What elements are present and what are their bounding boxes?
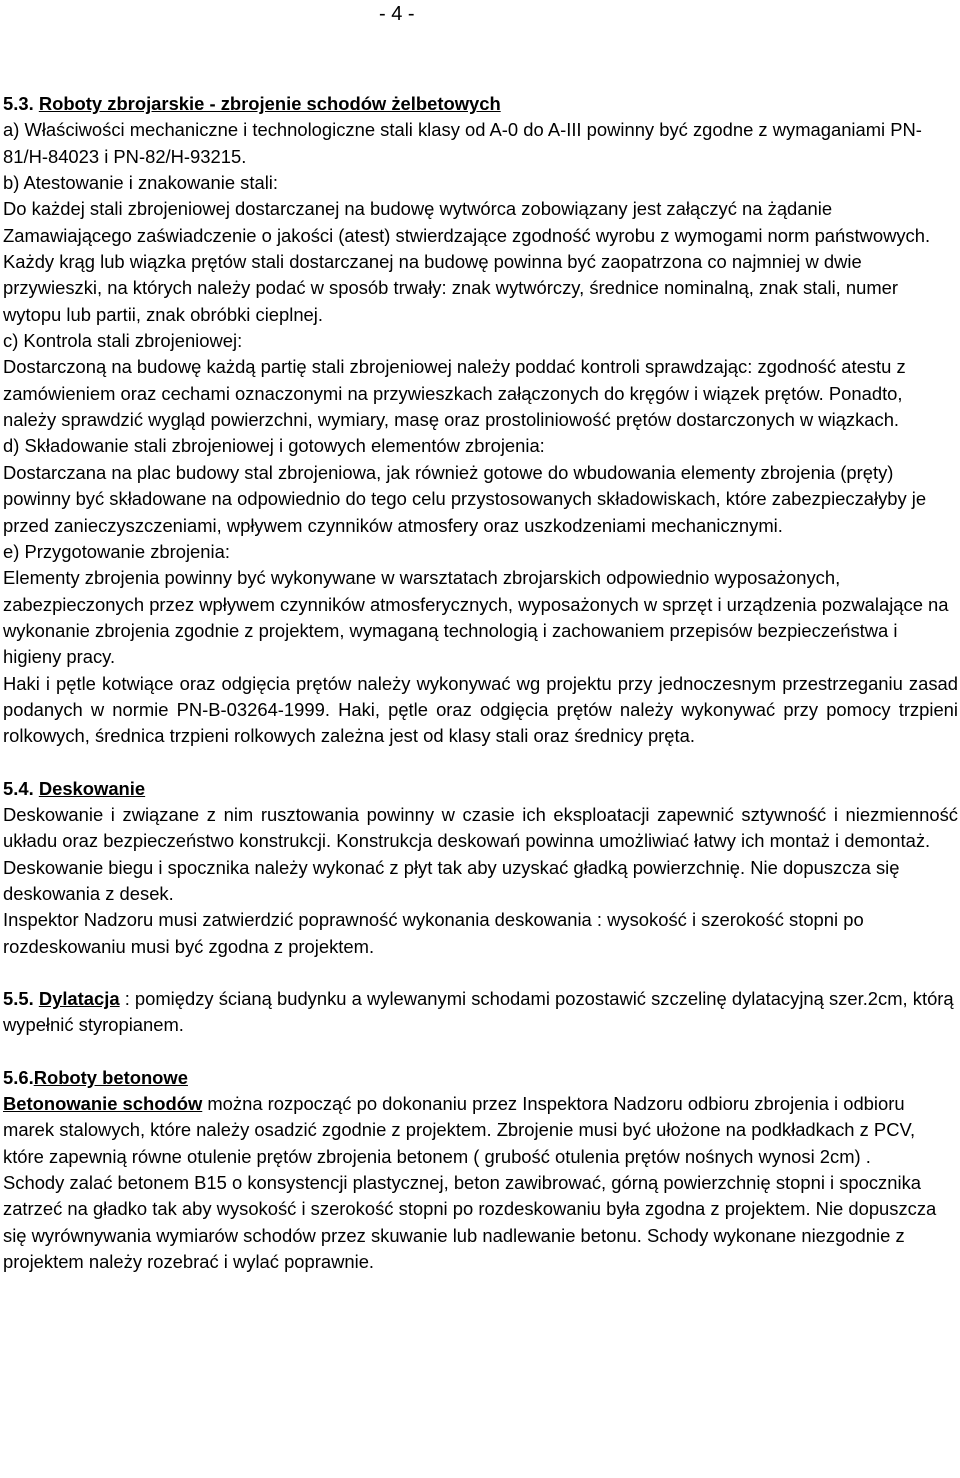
page-number: - 4 - — [379, 3, 415, 25]
betonowanie-paragraph-2: Schody zalać betonem B15 o konsystencji plastycznej, beton zawibrować, górną powierzchnię stopni i spocznika zatrzeć na gładko tak aby wysokość i szerokość stopni po rozdeskowaniu była zgodna z projektem. Nie dopuszcza się wyrównywania wymiarów schodów przez skuwanie lub nadlewanie betonu. Schody wykonane niezgodnie z projektem należy rozebrać i wylać poprawnie. — [3, 1172, 937, 1273]
paragraph-c-heading: c) Kontrola stali zbrojeniowej: — [3, 330, 243, 352]
section-5-5-paragraph — [3, 986, 958, 1039]
section-number: 5.3. — [3, 93, 34, 114]
spacer — [3, 1039, 958, 1065]
paragraph-e-text-1: Elementy zbrojenia powinny być wykonywane w warsztatach zbrojarskich odpowiednio wyposażonych, zabezpieczonych przez wpływem czynników atmosferycznych, wyposażonych w sprzęt i urządzenia pozwalające na wykonanie zbrojenia zgodnie z projektem, wymaganą technologią i zachowaniem przepisów bezpieczeństwa i higieny pracy. — [3, 567, 949, 668]
paragraph-e-text-2: Haki i pętle kotwiące oraz odgięcia prętów należy wykonywać wg projektu przy jednoczesnym przestrzeganiu zasad podanych w normie PN-B-03264-1999. Haki, pętle oraz odgięcia prętów należy wykonywać przy pomocy trzpieni rolkowych, średnica trzpieni rolkowych zależna jest od klasy stali oraz średnicy pręta. — [3, 672, 958, 747]
deskowanie-paragraph-3: Inspektor Nadzoru musi zatwierdzić poprawność wykonania deskowania : wysokość i szerokość stopni po rozdeskowaniu musi być zgodna z projektem. — [3, 909, 864, 957]
section-5-4-heading — [3, 776, 958, 802]
paragraph-e-heading: e) Przygotowanie zbrojenia: — [3, 540, 230, 562]
deskowanie-paragraph-1: Deskowanie i związane z nim rusztowania powinny w czasie ich eksploatacji zapewnić sztywność i niezmienność układu oraz bezpieczeństwo konstrukcji. Konstrukcja deskowań powinna umożliwiać łatwy ich montaż i demontaż. — [3, 803, 958, 852]
section-number: 5.6. — [3, 1066, 34, 1088]
document-body — [3, 91, 958, 1275]
paragraph-c-text: Dostarczoną na budowę każdą partię stali zbrojeniowej należy poddać kontroli sprawdzając: zgodność atestu z zamówieniem oraz cechami oznaczonymi na przywieszkach załączonych do kręgów i wiązek prętów. Ponadto, należy sprawdzić wygląd powierzchni, wymiary, masę oraz prostoliniowość prętów dostarczonych w wiązkach. — [3, 356, 906, 431]
betonowanie-paragraph-1 — [3, 1091, 958, 1170]
section-number: 5.4. — [3, 777, 34, 799]
paragraph-b-heading: b) Atestowanie i znakowanie stali: — [3, 172, 278, 194]
betonowanie-text-1: można rozpocząć po dokonaniu przez Inspektora Nadzoru odbioru zbrojenia i odbioru marek stalowych, które należy osadzić zgodnie z projektem. Zbrojenie musi być ułożone na podkładkach z PCV, które zapewnią równe otulenie prętów zbrojenia betonem ( grubość otulenia prętów nośnych wynosi 2cm) . — [3, 1093, 916, 1167]
paragraph-a: a) Właściwości mechaniczne i technologiczne stali klasy od A-0 do A-III powinny być zgodne z wymaganiami PN-81/H-84023 i PN-82/H-93215. — [3, 119, 922, 167]
dylatacja-text: : pomiędzy ścianą budynku a wylewanymi schodami pozostawić szczelinę dylatacyjną szer.2cm, którą wypełnić styropianem. — [3, 988, 954, 1036]
betonowanie-subtitle: Betonowanie schodów — [3, 1093, 203, 1115]
section-title: Roboty zbrojarskie - zbrojenie schodów żelbetowych — [38, 93, 501, 114]
section-number: 5.5. — [3, 988, 34, 1009]
paragraph-b-text: Do każdej stali zbrojeniowej dostarczanej na budowę wytwórca zobowiązany jest załączyć na żądanie Zamawiającego zaświadczenie o jakości (atest) stwierdzające zgodność wyrobu z wymogami norm państwowych. Każdy krąg lub wiązka prętów stali dostarczanej na budowę powinna być zaopatrzona co najmniej w dwie przywieszki, na których należy podać w sposób trwały: znak wytwórczy, średnice nominalną, znak stali, numer wytopu lub partii, znak obróbki cieplnej. — [3, 198, 931, 325]
spacer — [3, 960, 958, 986]
section-title: Dylatacja — [38, 988, 120, 1009]
section-5-6-heading — [3, 1065, 958, 1091]
deskowanie-paragraph-2: Deskowanie biegu i spocznika należy wykonać z płyt tak aby uzyskać gładką powierzchnię. Nie dopuszcza się deskowania z desek. — [3, 856, 900, 904]
section-title: Deskowanie — [38, 777, 146, 799]
paragraph-d-text: Dostarczana na plac budowy stal zbrojeniowa, jak również gotowe do wbudowania elementy zbrojenia (pręty) powinny być składowane na odpowiednio do tego celu przystosowanych składowiskach, które zabezpieczałyby je przed zanieczyszczeniami, wpływem czynników atmosfery oraz uszkodzeniami mechanicznymi. — [3, 461, 927, 536]
section-5-3-heading — [3, 91, 958, 117]
spacer — [3, 750, 958, 776]
paragraph-d-heading: d) Składowanie stali zbrojeniowej i gotowych elementów zbrojenia: — [3, 435, 545, 457]
section-title: Roboty betonowe — [33, 1066, 188, 1088]
